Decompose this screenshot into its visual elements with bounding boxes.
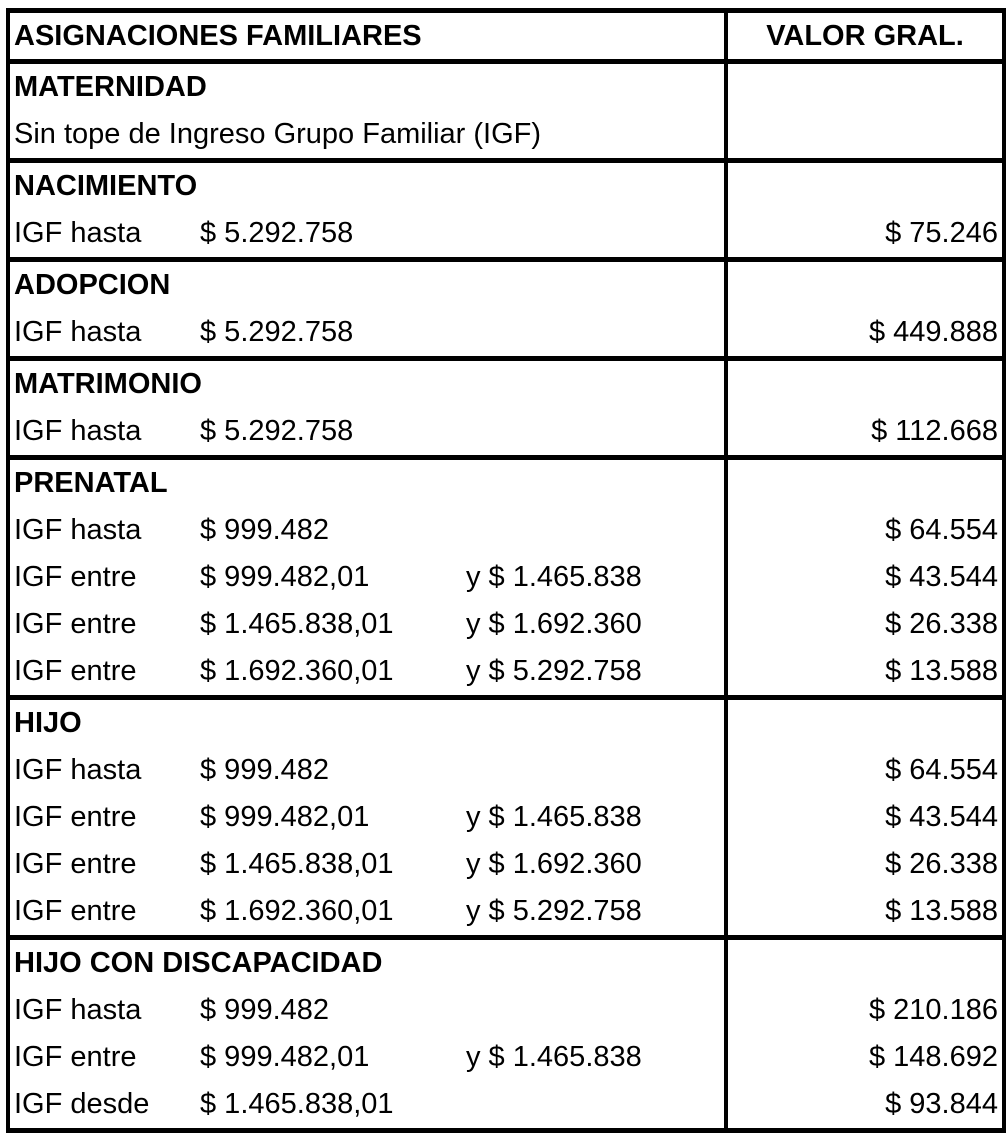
igf-label: IGF hasta — [14, 415, 142, 447]
table-row — [6, 888, 1006, 940]
table-row — [6, 554, 1006, 601]
igf-label: IGF entre — [14, 1041, 137, 1073]
value-cell: $ 210.186 — [868, 994, 998, 1026]
header-value-column: VALOR GRAL. — [766, 20, 964, 52]
section-title-row — [6, 700, 1006, 747]
table-row — [6, 794, 1006, 841]
value-cell: $ 43.544 — [885, 801, 998, 833]
section-title-prenatal: PRENATAL — [14, 467, 168, 499]
igf-label: IGF entre — [14, 655, 137, 687]
table-row — [6, 408, 1006, 460]
igf-label: IGF entre — [14, 608, 137, 640]
igf-from: $ 1.465.838,01 — [200, 1088, 394, 1120]
igf-label: IGF hasta — [14, 754, 142, 786]
igf-to: y $ 1.465.838 — [466, 1041, 642, 1073]
igf-label: IGF hasta — [14, 217, 142, 249]
igf-label: IGF entre — [14, 801, 137, 833]
value-cell: $ 43.544 — [885, 561, 998, 593]
maternidad-note-row — [6, 111, 1006, 163]
igf-label: IGF entre — [14, 848, 137, 880]
igf-from: $ 999.482 — [200, 514, 330, 546]
section-title-row — [6, 163, 1006, 210]
section-title-row — [6, 460, 1006, 507]
igf-label: IGF entre — [14, 895, 137, 927]
section-title-maternidad: MATERNIDAD — [14, 71, 207, 103]
table-row — [6, 1034, 1006, 1081]
igf-from: $ 1.692.360,01 — [200, 895, 394, 927]
igf-from: $ 5.292.758 — [200, 316, 354, 348]
value-cell: $ 75.246 — [885, 217, 998, 249]
value-cell: $ 13.588 — [885, 655, 998, 687]
section-title-matrimonio: MATRIMONIO — [14, 368, 202, 400]
table-row — [6, 747, 1006, 794]
value-cell: $ 26.338 — [885, 608, 998, 640]
section-title-adopcion: ADOPCION — [14, 269, 171, 301]
value-cell: $ 148.692 — [868, 1041, 998, 1073]
table-row — [6, 309, 1006, 361]
table-row — [6, 1081, 1006, 1133]
value-cell: $ 449.888 — [868, 316, 998, 348]
table-row — [6, 507, 1006, 554]
igf-from: $ 999.482,01 — [200, 561, 370, 593]
section-title-row — [6, 361, 1006, 408]
value-cell: $ 112.668 — [871, 415, 998, 447]
igf-to: y $ 1.465.838 — [466, 561, 642, 593]
igf-from: $ 1.465.838,01 — [200, 608, 394, 640]
igf-from: $ 999.482,01 — [200, 801, 370, 833]
igf-to: y $ 5.292.758 — [466, 895, 642, 927]
value-cell: $ 93.844 — [885, 1088, 998, 1120]
table-row — [6, 648, 1006, 700]
igf-from: $ 5.292.758 — [200, 415, 354, 447]
value-cell: $ 64.554 — [885, 514, 998, 546]
igf-to: y $ 1.692.360 — [466, 608, 642, 640]
table-row — [6, 601, 1006, 648]
igf-to: y $ 1.465.838 — [466, 801, 642, 833]
section-title-row — [6, 940, 1006, 987]
section-title-nacimiento: NACIMIENTO — [14, 170, 198, 202]
igf-to: y $ 5.292.758 — [466, 655, 642, 687]
igf-label: IGF hasta — [14, 514, 142, 546]
section-title-hijo: HIJO — [14, 707, 82, 739]
section-title-hijo-discapacidad: HIJO CON DISCAPACIDAD — [14, 947, 383, 979]
igf-from: $ 1.465.838,01 — [200, 848, 394, 880]
value-cell: $ 64.554 — [885, 754, 998, 786]
igf-from: $ 999.482,01 — [200, 1041, 370, 1073]
asignaciones-table — [6, 8, 1006, 1133]
header-title-cell — [10, 13, 728, 59]
table-header-row — [6, 8, 1006, 64]
igf-from: $ 999.482 — [200, 994, 330, 1026]
section-title-row — [6, 262, 1006, 309]
igf-from: $ 1.692.360,01 — [200, 655, 394, 687]
section-title-row — [6, 64, 1006, 111]
table-row — [6, 210, 1006, 262]
igf-to: y $ 1.692.360 — [466, 848, 642, 880]
igf-label: IGF desde — [14, 1088, 150, 1120]
value-cell: $ 26.338 — [885, 848, 998, 880]
igf-from: $ 999.482 — [200, 754, 330, 786]
igf-label: IGF entre — [14, 561, 137, 593]
igf-from: $ 5.292.758 — [200, 217, 354, 249]
table-row — [6, 841, 1006, 888]
maternidad-note: Sin tope de Ingreso Grupo Familiar (IGF) — [14, 118, 542, 150]
table-row — [6, 987, 1006, 1034]
igf-label: IGF hasta — [14, 316, 142, 348]
header-title: ASIGNACIONES FAMILIARES — [14, 20, 422, 52]
value-cell: $ 13.588 — [885, 895, 998, 927]
igf-label: IGF hasta — [14, 994, 142, 1026]
